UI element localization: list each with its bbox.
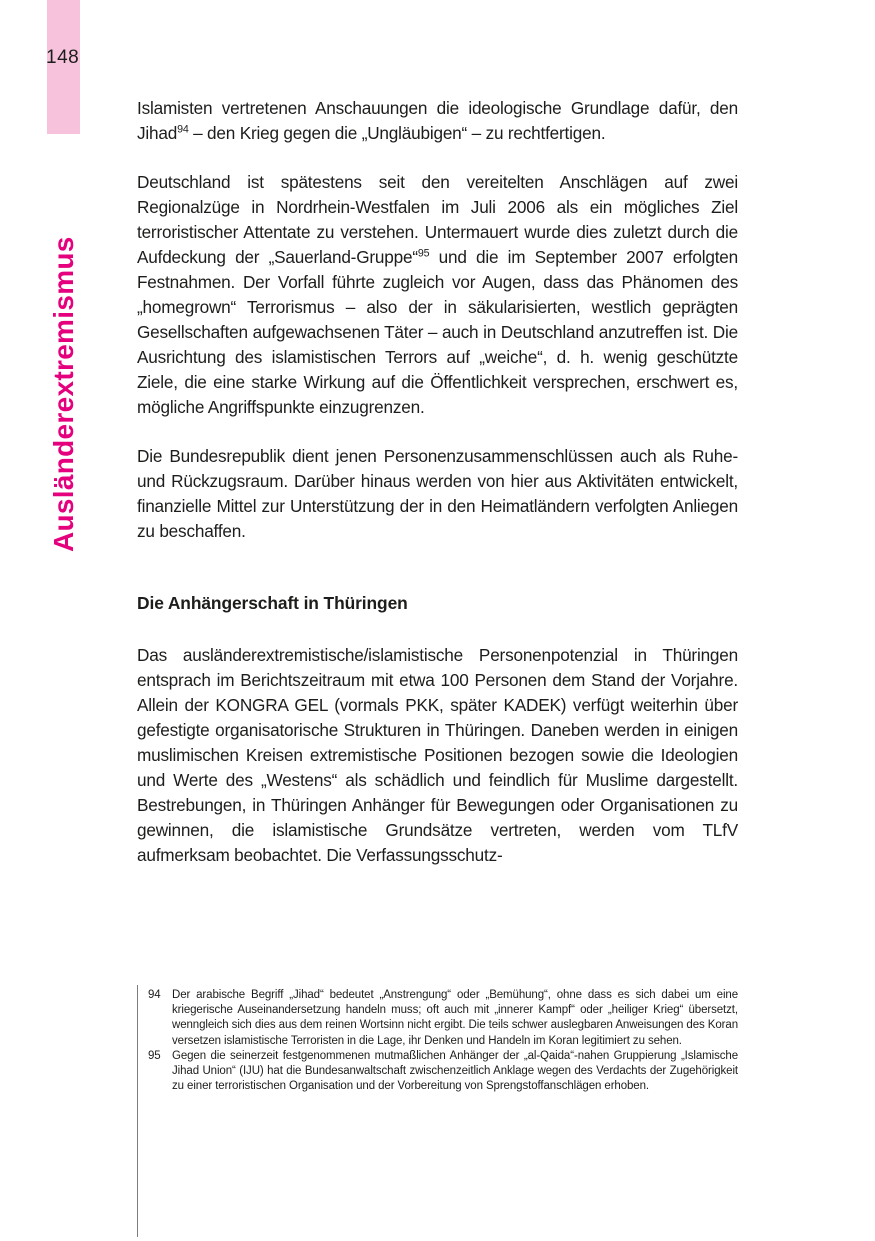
- footnote-margin-rule: [137, 985, 138, 1237]
- footnote-text: Gegen die seinerzeit festgenommenen mutmaßlichen Anhänger der „al-Qaida“-nahen Gruppierung „Islamische Jihad Union“ (IJU) hat die Bundesanwaltschaft zwischenzeitlich Anklage wegen des Verdachts der Zugehörigkeit zu einer terroristischen Organisation und der Vorbereitung von Sprengstoffanschlägen erhoben.: [172, 1049, 738, 1093]
- footnote-number: 95: [148, 1049, 161, 1062]
- paragraph-text: Das ausländerextremistische/islamistische Personenpotenzial in Thüringen entsprach im Berichtszeitraum mit etwa 100 Personen dem Stand der Vorjahre. Allein der KONGRA GEL (vormals PKK, später KADEK) verfügt weiterhin über gefestigte organisatorische Strukturen in Thüringen. Daneben werden in einigen muslimischen Kreisen extremistische Positionen bezogen sowie die Ideologien und Werte des „Westens“ als schädlich und feindlich für Muslime dargestellt. Bestrebungen, in Thüringen Anhänger für Bewegungen oder Organisationen zu gewinnen, die islamistische Grundsätze vertreten, werden vom TLfV aufmerksam beobachtet. Die Verfassungsschutz-: [137, 645, 738, 865]
- footnote-text: Der arabische Begriff „Jihad“ bedeutet „Anstrengung“ oder „Bemühung“, ohne dass es sich dabei um eine kriegerische Auseinandersetzung handeln muss; oft auch mit „innerer Kampf“ oder „heiliger Krieg“ übersetzt, wenngleich sich dies aus dem reinen Wortsinn nicht ergibt. Die teils schwer auslegbaren Anweisungen des Koran versetzen islamistische Terroristen in die Lage, ihr Denken und Handeln im Koran legitimiert zu sehen.: [172, 989, 738, 1047]
- footnote-95: [148, 1049, 738, 1095]
- chapter-sidebar-label: Ausländerextremismus: [48, 236, 79, 552]
- paragraph: [137, 96, 738, 146]
- paragraph-text: Die Bundesrepublik dient jenen Personenzusammenschlüssen auch als Ruhe- und Rückzugsraum. Darüber hinaus werden von hier aus Aktivitäten entwickelt, finanzielle Mittel zur Unterstützung der in den Heimatländern verfolgten Anliegen zu beschaffen.: [137, 446, 738, 541]
- page-number: 148: [46, 47, 80, 68]
- section-heading: Die Anhängerschaft in Thüringen: [137, 593, 408, 613]
- footnotes-section: [148, 988, 738, 1094]
- paragraph-text: Islamisten vertretenen Anschauungen die ideologische Grundlage dafür, den Jihad: [137, 98, 738, 143]
- body-text-column: [137, 96, 738, 868]
- footnote-number: 94: [148, 989, 161, 1001]
- paragraph: [137, 444, 738, 544]
- footnote-ref-94: 94: [177, 123, 189, 136]
- paragraph-text: und die im September 2007 erfolgten Festnahmen. Der Vorfall führte zugleich vor Augen, dass das Phänomen des „homegrown“ Terrorismus – also der in säkularisierten, westlich geprägten Gesellschaften aufgewachsenen Täter – auch in Deutschland anzutreffen ist. Die Ausrichtung des islamistischen Terrors auf „weiche“, d. h. wenig geschützte Ziele, die eine starke Wirkung auf die Öffentlichkeit versprechen, erschwert es, mögliche Angriffspunkte einzugrenzen.: [137, 247, 738, 417]
- paragraph-text: – den Krieg gegen die „Ungläubigen“ – zu rechtfertigen.: [188, 123, 606, 143]
- paragraph: [137, 643, 738, 868]
- paragraph-text: Deutschland ist spätestens seit den vereitelten Anschlägen auf zwei Regionalzüge in Nordrhein-Westfalen im Juli 2006 als ein mögliches Ziel terroristischer Attentate zu verstehen. Untermauert wurde dies zuletzt durch die Aufdeckung der „Sauerland-Gruppe“: [137, 172, 738, 267]
- footnote-94: [148, 988, 738, 1049]
- footnote-ref-95: 95: [417, 247, 430, 260]
- paragraph: [137, 170, 738, 420]
